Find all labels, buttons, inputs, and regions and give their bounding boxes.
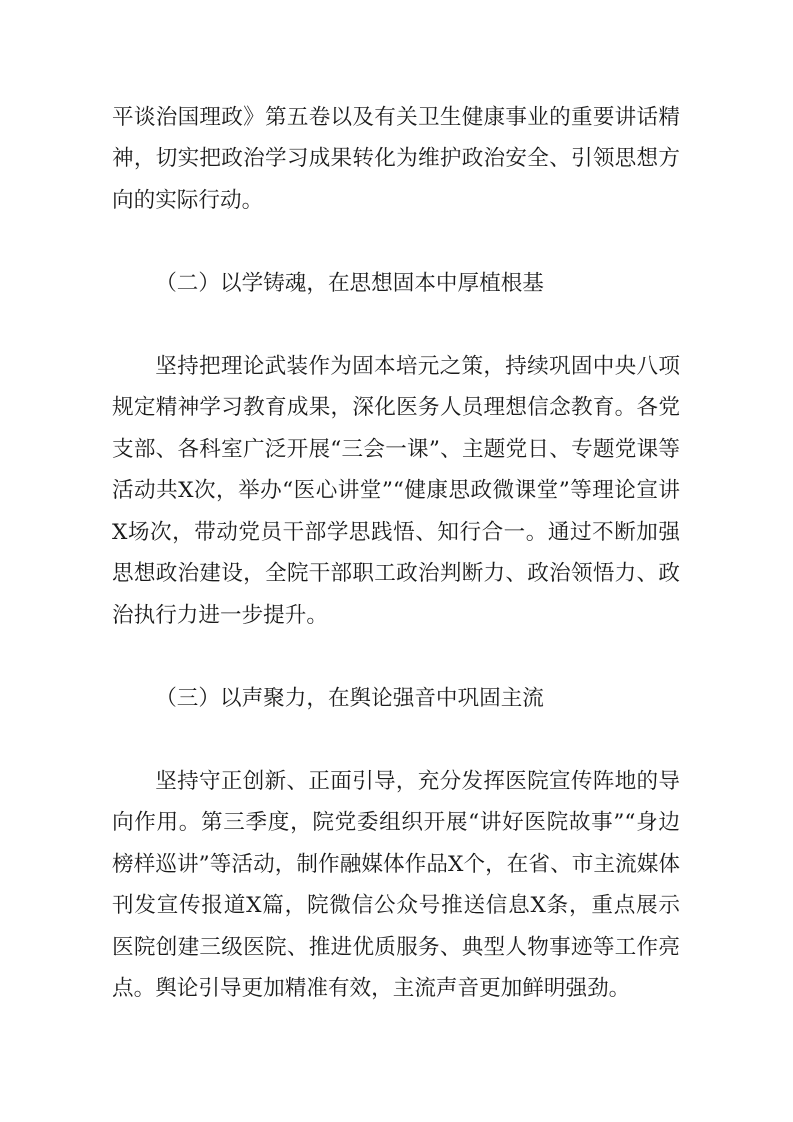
body-paragraph: 坚持把理论武装作为固本培元之策，持续巩固中央八项规定精神学习教育成果，深化医务人员理想信念教育。各党支部、各科室广泛开展“三会一课”、主题党日、专题党课等活动共X次，举办“医心讲堂”“健康思政微课堂”等理论宣讲X场次，带动党员干部学思践悟、知行合一。通过不断加强思想政治建设，全院干部职工政治判断力、政治领悟力、政治执行力进一步提升。 — [112, 353, 680, 628]
document-body — [112, 97, 680, 1010]
body-paragraph: 坚持守正创新、正面引导，充分发挥医院宣传阵地的导向作用。第三季度，院党委组织开展“讲好医院故事”“身边榜样巡讲”等活动，制作融媒体作品X个，在省、市主流媒体刊发宣传报道X篇，院微信公众号推送信息X条，重点展示医院创建三级医院、推进优质服务、典型人物事迹等工作亮点。舆论引导更加精准有效，主流声音更加鲜明强劲。 — [112, 768, 680, 1001]
section-heading: （三）以声聚力，在舆论强音中巩固主流 — [155, 685, 544, 711]
body-paragraph: 平谈治国理政》第五卷以及有关卫生健康事业的重要讲话精神，切实把政治学习成果转化为维护政治安全、引领思想方向的实际行动。 — [112, 104, 680, 213]
section-heading: （二）以学铸魂，在思想固本中厚植根基 — [155, 270, 544, 296]
